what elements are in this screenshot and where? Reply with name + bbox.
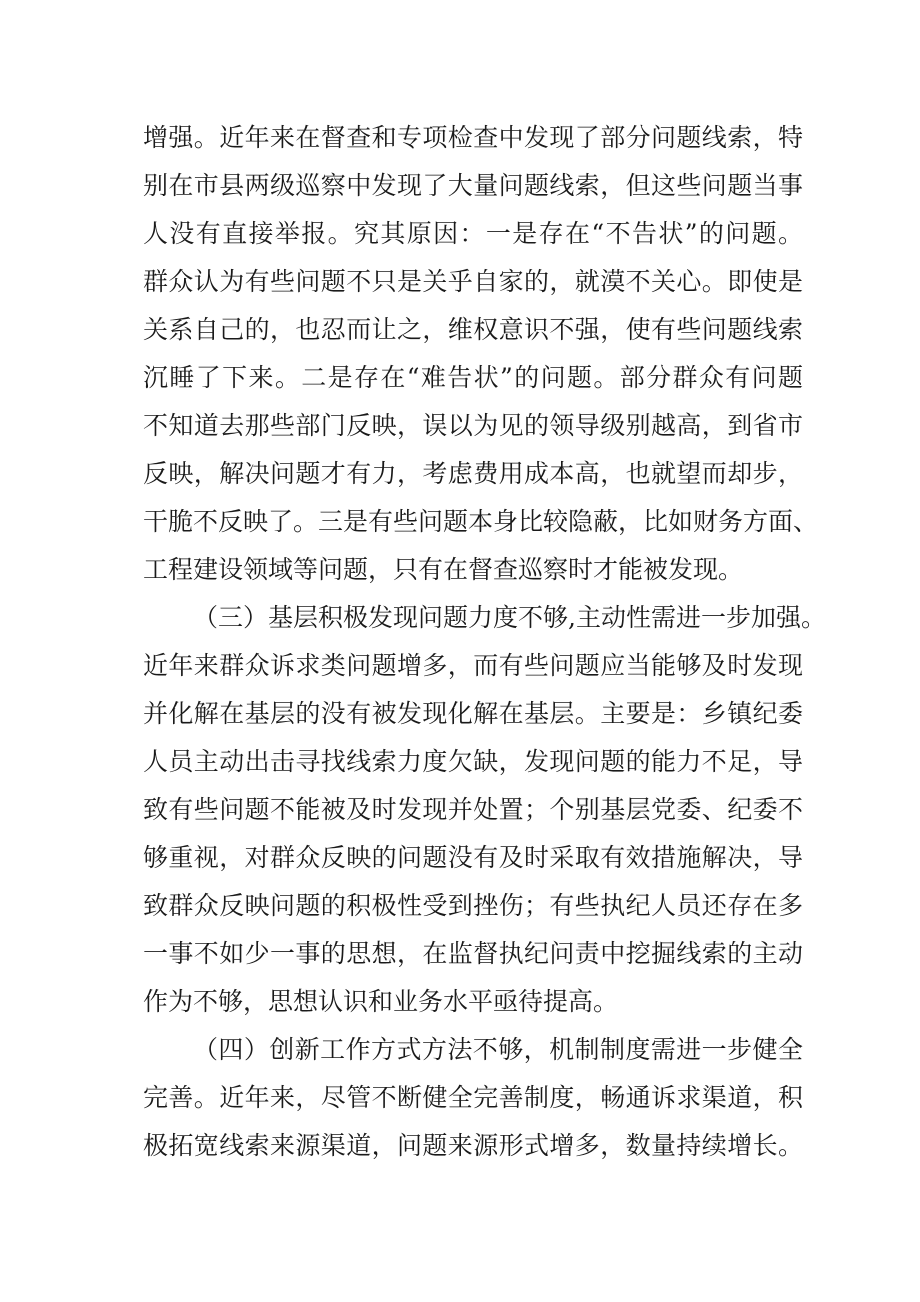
text-line: 人没有直接举报。究其原因：一是存在“不告状”的问题。 bbox=[143, 219, 803, 248]
document-body bbox=[143, 114, 826, 1170]
paragraph-1 bbox=[143, 114, 819, 594]
paragraph-3 bbox=[143, 1026, 803, 1170]
text-line: 人员主动出击寻找线索力度欠缺，发现问题的能力不足，导 bbox=[143, 747, 803, 776]
text-line: 关系自己的，也忍而让之，维权意识不强，使有些问题线索 bbox=[143, 315, 803, 344]
section-heading-3: （三）基层积极发现问题力度不够,主动性需进一步加强。 bbox=[193, 603, 826, 632]
text-line: 工程建设领域等问题，只有在督查巡察时才能被发现。 bbox=[143, 555, 744, 584]
text-line: 完善。近年来，尽管不断健全完善制度，畅通诉求渠道，积 bbox=[143, 1083, 803, 1112]
text-line: 群众认为有些问题不只是关乎自家的，就漠不关心。即使是 bbox=[143, 267, 803, 296]
text-line: 近年来群众诉求类问题增多，而有些问题应当能够及时发现 bbox=[143, 651, 803, 680]
text-line: 增强。近年来在督查和专项检查中发现了部分问题线索，特 bbox=[143, 123, 803, 152]
text-line: 够重视，对群众反映的问题没有及时采取有效措施解决，导 bbox=[143, 843, 803, 872]
text-line: 作为不够，思想认识和业务水平亟待提高。 bbox=[143, 987, 619, 1016]
paragraph-2 bbox=[143, 594, 826, 1026]
text-line: 并化解在基层的没有被发现化解在基层。主要是：乡镇纪委 bbox=[143, 699, 803, 728]
text-line: 一事不如少一事的思想，在监督执纪问责中挖掘线索的主动 bbox=[143, 939, 803, 968]
text-line: 不知道去那些部门反映，误以为见的领导级别越高，到省市 bbox=[143, 411, 803, 440]
text-line: 致有些问题不能被及时发现并处置；个别基层党委、纪委不 bbox=[143, 795, 803, 824]
text-line: 极拓宽线索来源渠道，问题来源形式增多，数量持续增长。 bbox=[143, 1131, 803, 1160]
section-heading-4: （四）创新工作方式方法不够，机制制度需进一步健全 bbox=[193, 1035, 803, 1064]
text-line: 干脆不反映了。三是有些问题本身比较隐蔽，比如财务方面、 bbox=[143, 507, 819, 536]
text-line: 别在市县两级巡察中发现了大量问题线索，但这些问题当事 bbox=[143, 171, 803, 200]
text-line: 致群众反映问题的积极性受到挫伤；有些执纪人员还存在多 bbox=[143, 891, 803, 920]
text-line: 反映，解决问题才有力，考虑费用成本高，也就望而却步， bbox=[143, 459, 803, 488]
text-line: 沉睡了下来。二是存在“难告状”的问题。部分群众有问题 bbox=[143, 363, 803, 392]
